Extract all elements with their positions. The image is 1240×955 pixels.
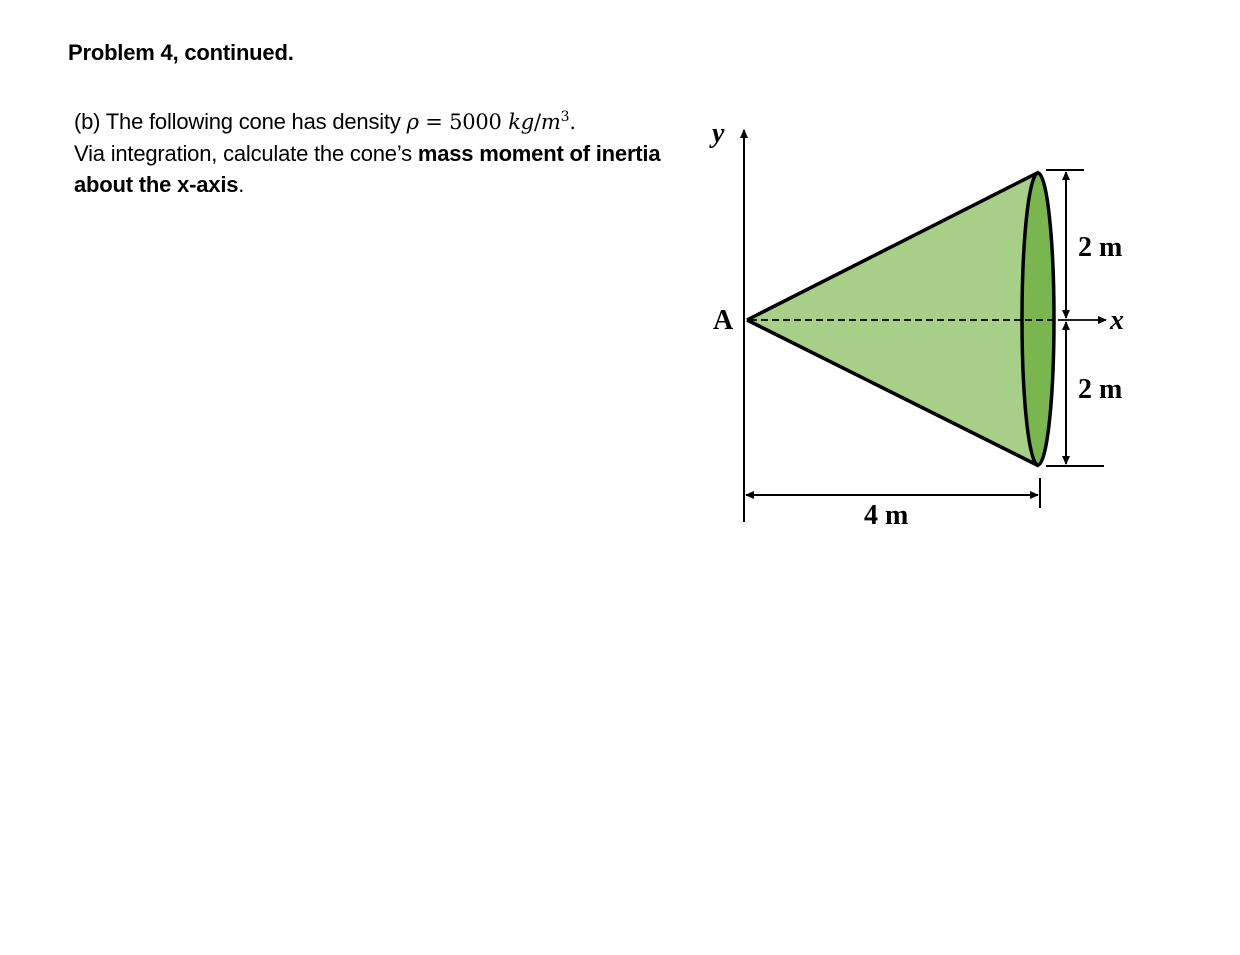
problem-line2-text: Via integration, calculate the cone’s xyxy=(74,141,418,166)
density-unit-exponent: 3 xyxy=(560,109,570,125)
problem-end-period: . xyxy=(238,172,245,197)
cone-body xyxy=(747,172,1039,466)
density-period: . xyxy=(569,110,576,134)
top-dimension-label: 2 m xyxy=(1078,232,1123,263)
density-symbol: ρ xyxy=(406,110,419,134)
page-heading: Problem 4, continued. xyxy=(68,40,294,65)
bottom-dimension-label: 2 m xyxy=(1078,374,1123,405)
density-unit-slash: / xyxy=(533,110,541,134)
problem-intro-text: (b) The following cone has density xyxy=(74,109,407,134)
length-dimension-label: 4 m xyxy=(864,500,909,531)
density-value: 5000 xyxy=(449,110,509,134)
equals-sign: = xyxy=(418,110,450,134)
density-unit-kg: kg xyxy=(508,110,534,134)
cone-base-ellipse xyxy=(1022,173,1054,465)
density-unit-m: m xyxy=(540,110,561,134)
y-axis-label: y xyxy=(712,118,725,149)
problem-bold-phrase: mass moment of inertia about the x-axis xyxy=(74,141,661,197)
x-axis-label: x xyxy=(1110,305,1124,336)
apex-label: A xyxy=(713,305,734,336)
